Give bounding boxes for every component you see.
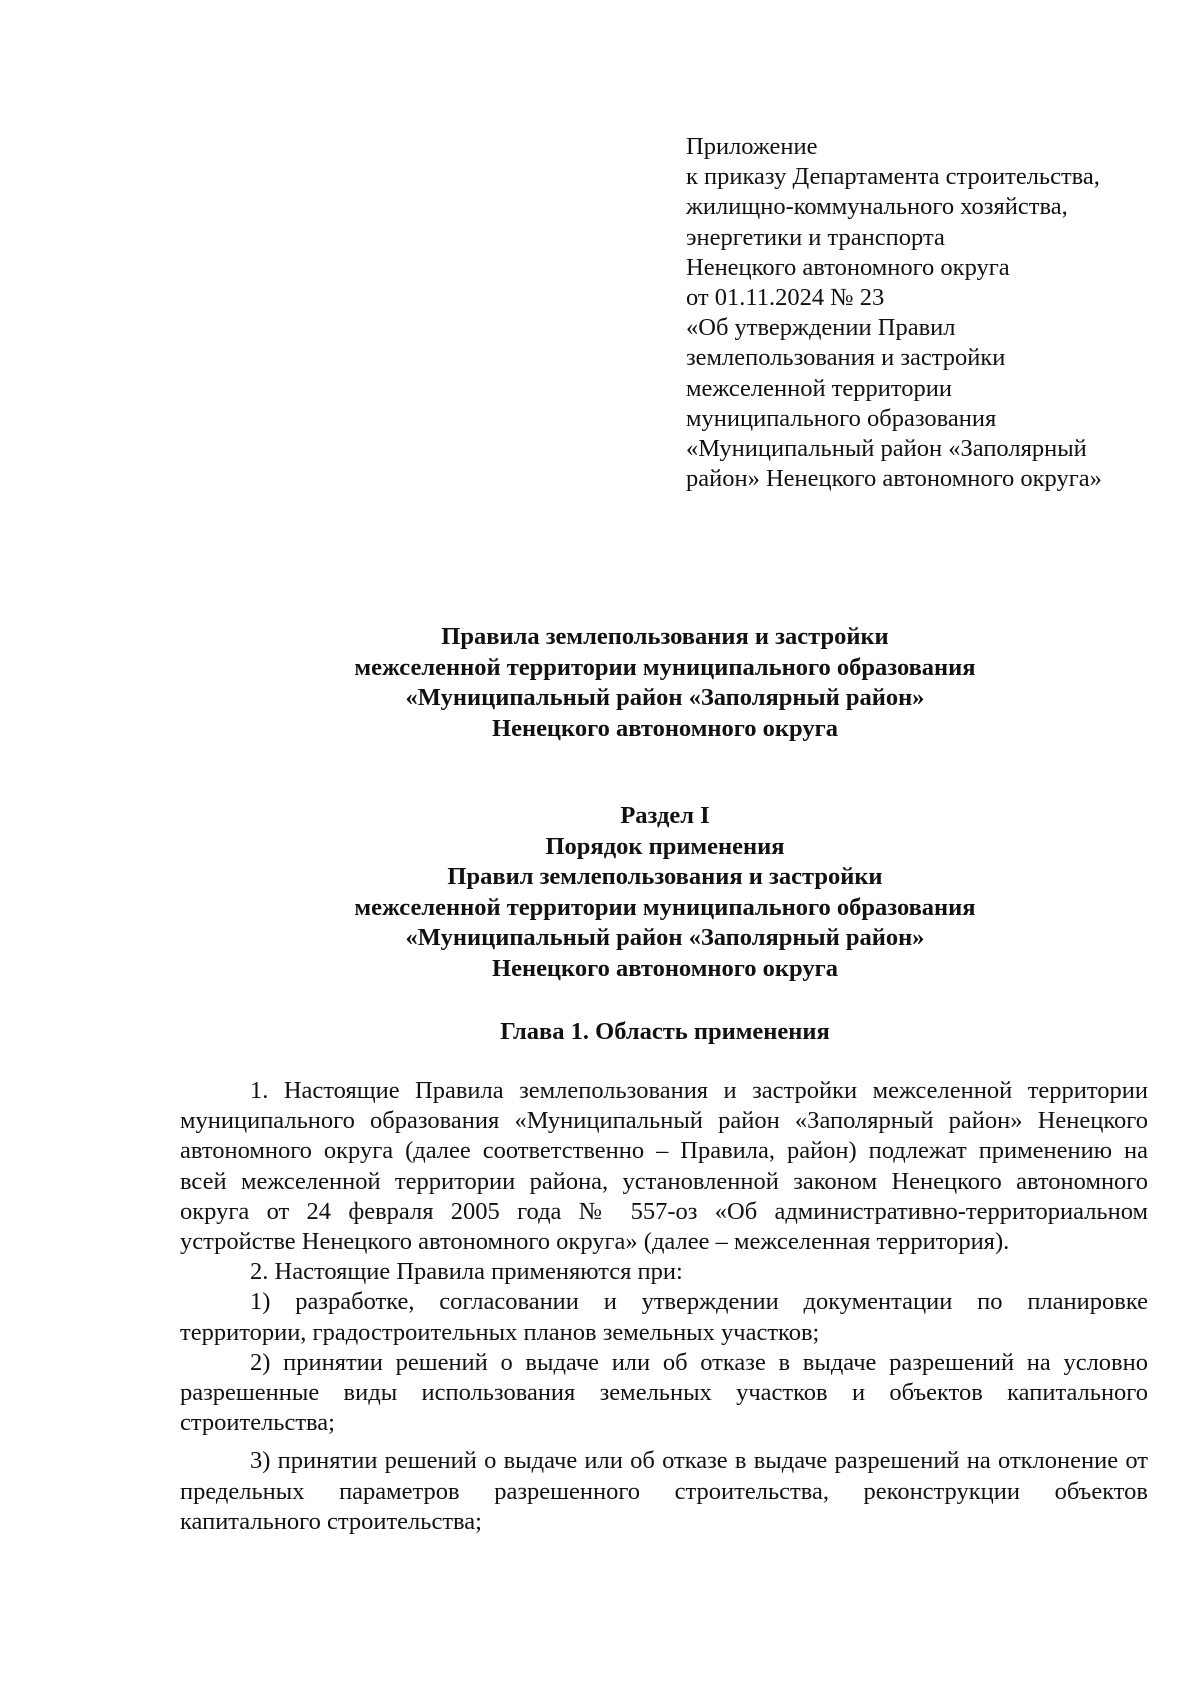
list-item-3: 3) принятии решений о выдаче или об отказе в выдаче разрешений на отклонение от предельных параметров разрешенного строительства, реконструкции объектов капитального строительства;	[180, 1447, 1148, 1535]
appendix-line: энергетики и транспорта	[686, 223, 945, 251]
appendix-line: «Муниципальный район «Заполярный	[686, 435, 1087, 463]
section-heading	[170, 801, 1160, 984]
title-line: Правила землепользования и застройки	[441, 623, 889, 650]
title-line: «Муниципальный район «Заполярный район»	[405, 684, 925, 711]
appendix-line: межселенной территории	[686, 374, 953, 402]
list-item-2: 2) принятии решений о выдаче или об отказе в выдаче разрешений на условно разрешенные виды использования земельных участков и объектов капитального строительства;	[180, 1348, 1148, 1437]
appendix-line: Ненецкого автономного округа	[686, 253, 1010, 281]
appendix-line: землепользования и застройки	[686, 344, 1006, 372]
appendix-line: жилищно-коммунального хозяйства,	[686, 193, 1068, 221]
appendix-line: Приложение	[686, 133, 818, 160]
chapter-heading	[170, 1017, 1160, 1048]
section-line: Правил землепользования и застройки	[447, 863, 883, 890]
section-line: Порядок применения	[545, 832, 785, 860]
paragraph-1: 1. Настоящие Правила землепользования и застройки межселенной территории муниципального образования «Муниципальный район «Заполярный район» Ненецкого автономного округа (далее соответственно – Правила, район) подлежат применению на всей межселенной территории района, установленной законом Ненецкого автономного округа от 24 февраля 2005 года № 557-оз «Об административно-территориальном устройстве Ненецкого автономного округа» (далее – межселенная территория).	[180, 1077, 1148, 1256]
section-line: межселенной территории муниципального образования	[354, 893, 976, 921]
section-line: Раздел I	[620, 802, 710, 829]
appendix-line: к приказу Департамента строительства,	[686, 163, 1100, 191]
chapter-title: Глава 1. Область применения	[500, 1018, 830, 1045]
appendix-line: район» Ненецкого автономного округа»	[686, 465, 1102, 493]
appendix-line: муниципального образования	[686, 404, 997, 432]
section-line: «Муниципальный район «Заполярный район»	[405, 924, 925, 951]
section-line: Ненецкого автономного округа	[492, 954, 838, 982]
title-line: Ненецкого автономного округа	[492, 714, 838, 742]
list-item-1: 1) разработке, согласовании и утверждении документации по планировке территории, градостроительных планов земельных участков;	[180, 1288, 1148, 1346]
appendix-line: «Об утверждении Правил	[686, 314, 956, 342]
title-line: межселенной территории муниципального образования	[354, 653, 976, 681]
paragraph-2: 2. Настоящие Правила применяются при:	[250, 1258, 683, 1286]
appendix-header	[686, 132, 1186, 494]
document-title	[170, 622, 1160, 744]
document-body	[180, 1076, 1148, 1537]
appendix-line: от 01.11.2024 № 23	[686, 284, 885, 312]
